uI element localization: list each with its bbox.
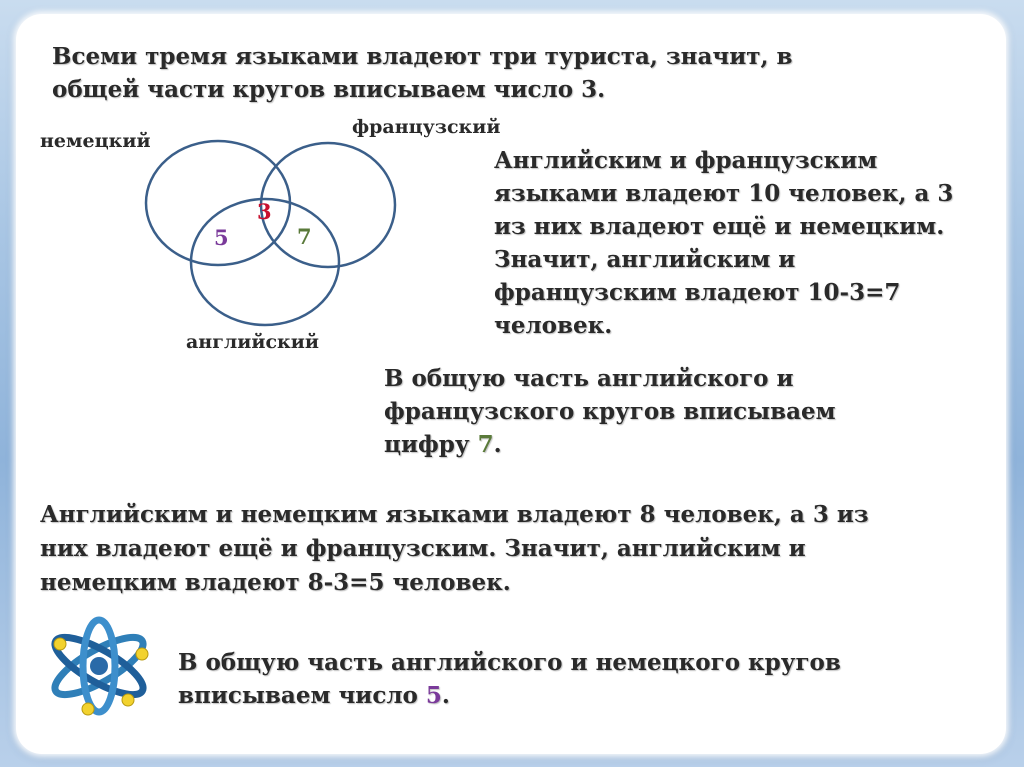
label-german: немецкий bbox=[40, 130, 151, 152]
german-conclusion-line-2 bbox=[178, 679, 450, 712]
intro-line-2: общей части кругов вписываем число 3. bbox=[52, 76, 606, 103]
value-center: 3 bbox=[257, 199, 272, 224]
german-conclusion-number: 5 bbox=[425, 682, 442, 709]
french-conclusion-prefix: цифру bbox=[384, 431, 478, 458]
label-english: английский bbox=[186, 331, 319, 353]
french-paragraph-line-6: человек. bbox=[494, 312, 613, 339]
french-conclusion-number: 7 bbox=[477, 431, 494, 458]
german-paragraph-line-2: них владеют ещё и французским. Значит, английским и bbox=[40, 535, 806, 562]
german-conclusion-suffix: . bbox=[441, 682, 450, 709]
german-conclusion-line-1: В общую часть английского и немецкого кругов bbox=[178, 649, 841, 676]
french-conclusion-suffix: . bbox=[493, 431, 502, 458]
french-paragraph-line-1: Английским и французским bbox=[494, 147, 878, 174]
atom-icon bbox=[44, 614, 154, 718]
value-english-german: 5 bbox=[214, 225, 229, 250]
intro-line-1: Всеми тремя языками владеют три туриста, значит, в bbox=[52, 43, 793, 70]
french-conclusion-line-3 bbox=[384, 428, 502, 461]
german-paragraph-line-3: немецким владеют 8-3=5 человек. bbox=[40, 569, 511, 596]
french-conclusion-line-2: французского кругов вписываем bbox=[384, 398, 836, 425]
value-english-french: 7 bbox=[297, 224, 312, 249]
french-paragraph-line-3: из них владеют ещё и немецким. bbox=[494, 213, 945, 240]
label-french: французский bbox=[352, 116, 501, 138]
french-paragraph-line-5: французским владеют 10-3=7 bbox=[494, 279, 901, 306]
circle-french bbox=[261, 143, 395, 267]
german-paragraph-line-1: Английским и немецким языками владеют 8 человек, а 3 из bbox=[40, 501, 869, 528]
german-conclusion-prefix: вписываем число bbox=[178, 682, 426, 709]
french-paragraph-line-4: Значит, английским и bbox=[494, 246, 796, 273]
french-conclusion-line-1: В общую часть английского и bbox=[384, 365, 794, 392]
french-paragraph-line-2: языками владеют 10 человек, а 3 bbox=[494, 180, 954, 207]
